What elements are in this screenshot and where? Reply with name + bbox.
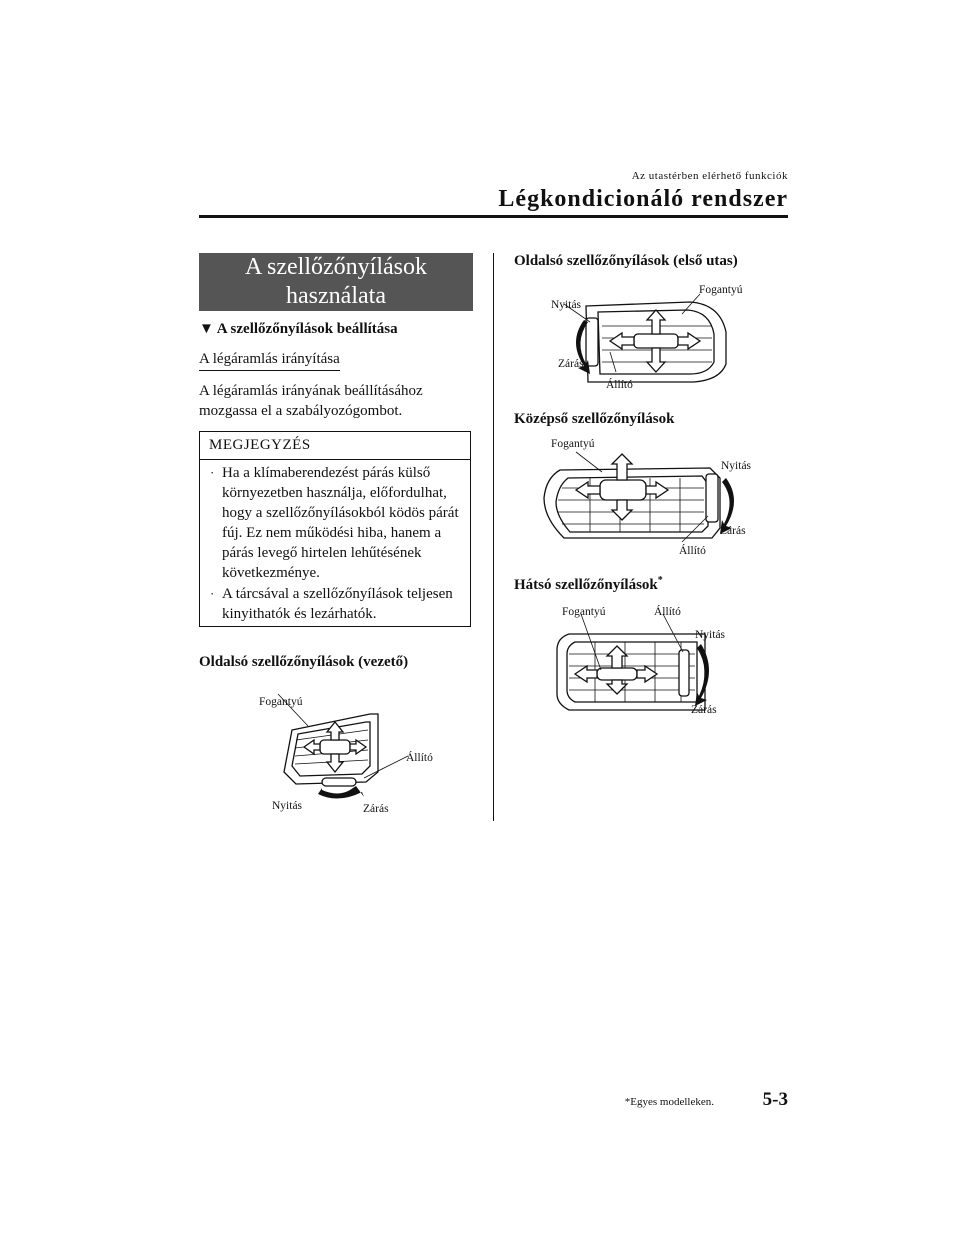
- figure-caption-rear-text: Hátsó szellőzőnyílások: [514, 577, 658, 593]
- label-handle-center: Fogantyú: [551, 438, 595, 450]
- label-close-driver: Zárás: [363, 803, 389, 815]
- label-open-passenger: Nyitás: [551, 299, 582, 311]
- note-bullet-text-1: Ha a klímaberendezést párás külső környezetben használja, előfordulhat, hogy a szellőzőnyílásokból ködös párát fúj. Ez nem működési hiba, hanem a párás levegő hirtelen lehűtésének következménye.: [222, 465, 459, 581]
- figure-caption-center: Középső szellőzőnyílások: [514, 411, 675, 427]
- label-close-passenger: Zárás: [558, 358, 584, 370]
- note-bullet-1: [210, 463, 465, 583]
- note-bullet-text-2: A tárcsával a szellőzőnyílások teljesen kinyithatók és lezárhatók.: [222, 586, 453, 622]
- label-adjuster-passenger: Állító: [606, 379, 633, 391]
- section-banner: [199, 253, 473, 311]
- label-close-rear: Zárás: [691, 704, 717, 716]
- column-divider: [493, 253, 494, 821]
- label-open-rear: Nyitás: [695, 629, 726, 641]
- figure-caption-passenger: Oldalsó szellőzőnyílások (első utas): [514, 253, 738, 269]
- page-title: Légkondicionáló rendszer: [498, 186, 788, 212]
- note-bullet-2: [210, 584, 465, 624]
- label-adjuster-rear: Állító: [654, 606, 681, 618]
- page-number: 5-3: [762, 1089, 788, 1110]
- bullet-dot-icon: ·: [210, 586, 215, 601]
- label-adjuster-driver: Állító: [406, 752, 433, 764]
- label-open-center: Nyitás: [721, 460, 752, 472]
- label-handle-passenger: Fogantyú: [699, 284, 743, 296]
- figure-caption-driver: Oldalsó szellőzőnyílások (vezető): [199, 654, 409, 670]
- section-header: Az utastérben elérhető funkciók: [631, 170, 788, 182]
- banner-line-2: használata: [286, 283, 386, 309]
- label-handle-rear: Fogantyú: [562, 606, 606, 618]
- subsection-heading: [199, 321, 398, 338]
- label-handle-driver: Fogantyú: [259, 696, 303, 708]
- label-open-driver: Nyitás: [272, 800, 303, 812]
- subsection-title: A szellőzőnyílások beállítása: [216, 321, 398, 337]
- passenger-vent-illustration: [570, 292, 750, 392]
- triangle-marker-icon: ▼: [199, 321, 214, 337]
- label-adjuster-center: Állító: [679, 545, 706, 557]
- airflow-heading: A légáramlás irányítása: [199, 351, 340, 371]
- bullet-dot-icon: ·: [210, 465, 215, 480]
- asterisk-marker: *: [657, 575, 663, 586]
- note-heading: MEGJEGYZÉS: [209, 437, 311, 453]
- note-divider: [200, 459, 470, 460]
- banner-line-1: A szellőzőnyílások: [245, 254, 427, 280]
- label-close-center: Zárás: [720, 525, 746, 537]
- figure-caption-rear: [514, 575, 663, 594]
- center-vent-illustration: [540, 448, 740, 548]
- header-divider: [199, 215, 788, 218]
- airflow-text: A légáramlás irányának beállításához mozgassa el a szabályozógombot.: [199, 383, 423, 419]
- footnote: *Egyes modelleken.: [624, 1096, 714, 1108]
